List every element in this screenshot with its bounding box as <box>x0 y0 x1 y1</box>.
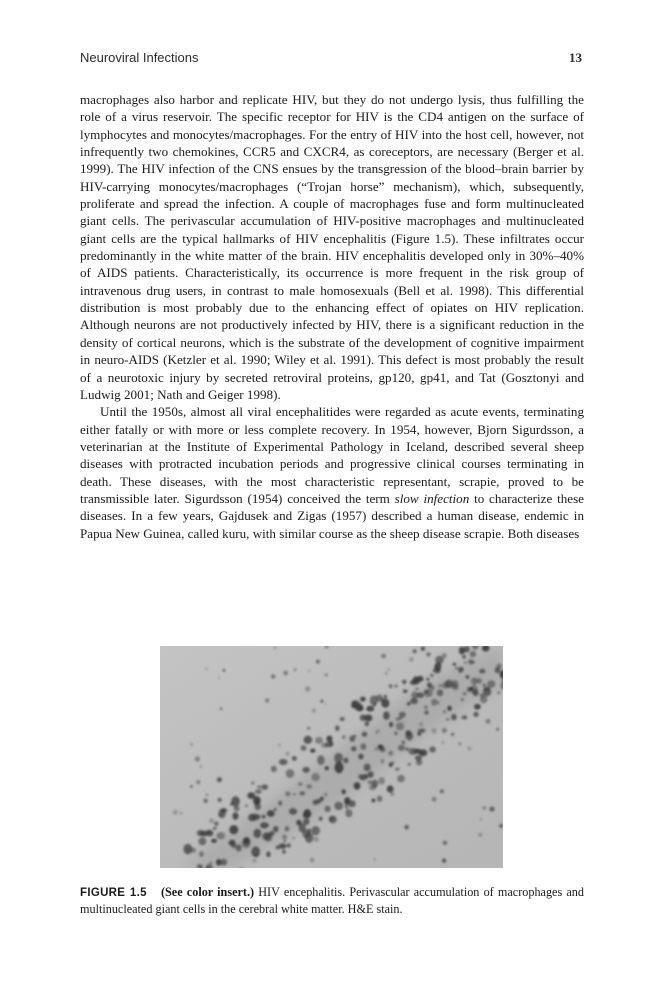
nucleus-mark <box>464 662 467 664</box>
nucleus-mark <box>325 673 328 676</box>
nucleus-mark <box>467 687 472 692</box>
nucleus-mark <box>455 667 458 670</box>
nucleus-mark <box>405 730 411 736</box>
nucleus-mark <box>190 785 193 788</box>
nucleus-mark <box>384 695 388 699</box>
nucleus-mark <box>426 652 430 656</box>
nucleus-mark <box>271 674 275 678</box>
nucleus-mark <box>437 689 444 696</box>
nucleus-mark <box>387 785 394 792</box>
nucleus-mark <box>426 678 429 681</box>
nucleus-mark <box>213 827 216 830</box>
nucleus-mark <box>204 799 208 803</box>
nucleus-mark <box>432 797 437 802</box>
nucleus-mark <box>218 798 222 802</box>
nucleus-mark <box>354 735 357 738</box>
nucleus-mark <box>342 789 346 794</box>
nucleus-mark <box>399 712 406 718</box>
nucleus-mark <box>360 697 366 702</box>
nucleus-mark <box>479 669 485 674</box>
nucleus-mark <box>345 806 348 810</box>
nucleus-mark <box>459 743 461 745</box>
nucleus-mark <box>283 671 288 676</box>
nucleus-mark <box>432 728 437 733</box>
nucleus-mark <box>411 692 418 699</box>
nucleus-mark <box>266 851 270 857</box>
nucleus-mark <box>483 807 486 810</box>
nucleus-mark <box>486 719 491 724</box>
nucleus-mark <box>427 682 432 688</box>
nucleus-mark <box>303 814 307 818</box>
nucleus-mark <box>496 728 499 731</box>
nucleus-mark <box>358 774 364 779</box>
nucleus-mark <box>255 799 260 804</box>
nucleus-mark <box>460 717 462 719</box>
nucleus-mark <box>335 762 344 773</box>
nucleus-mark <box>358 703 362 707</box>
nucleus-mark <box>294 668 297 671</box>
nucleus-mark <box>190 848 196 853</box>
caption-text: HIV encephalitis. Perivascular accumulation of macrophages and multinucleated giant cells in the cerebral white matter. H&E stain. <box>80 885 584 916</box>
nucleus-mark <box>462 715 467 719</box>
nucleus-mark <box>319 817 323 821</box>
nucleus-mark <box>316 660 320 664</box>
nucleus-mark <box>372 780 379 788</box>
nucleus-mark <box>404 825 409 830</box>
nucleus-mark <box>311 826 320 835</box>
nucleus-mark <box>255 803 262 810</box>
nucleus-mark <box>402 680 406 685</box>
nucleus-mark <box>407 763 411 766</box>
nucleus-mark <box>283 840 286 842</box>
nucleus-mark <box>317 755 325 765</box>
running-header <box>80 50 582 70</box>
nucleus-mark <box>214 821 218 826</box>
nucleus-mark <box>345 809 352 817</box>
nucleus-mark <box>489 807 494 812</box>
nucleus-mark <box>209 819 214 824</box>
nucleus-mark <box>366 706 374 712</box>
nucleus-mark <box>335 725 340 731</box>
nucleus-mark <box>276 845 280 849</box>
nucleus-mark <box>311 773 320 781</box>
nucleus-mark <box>329 816 335 821</box>
nucleus-mark <box>315 737 323 744</box>
nucleus-mark <box>200 766 202 768</box>
nucleus-mark <box>389 684 393 688</box>
nucleus-mark <box>292 837 294 839</box>
nucleus-mark <box>305 686 310 691</box>
nucleus-mark <box>438 684 441 687</box>
nucleus-mark <box>437 701 440 704</box>
color-insert-note: (See color insert.) <box>160 885 255 899</box>
nucleus-mark <box>265 833 273 842</box>
nucleus-mark <box>483 684 486 687</box>
nucleus-mark <box>398 745 405 751</box>
nucleus-mark <box>374 858 376 860</box>
nucleus-mark <box>431 699 438 706</box>
nucleus-mark <box>443 841 447 845</box>
nucleus-mark <box>479 693 484 697</box>
nucleus-mark <box>325 703 327 705</box>
nucleus-mark <box>343 758 348 764</box>
nucleus-mark <box>362 732 367 737</box>
nucleus-mark <box>470 651 477 658</box>
nucleus-mark <box>308 670 310 672</box>
nucleus-mark <box>293 793 295 795</box>
nucleus-mark <box>173 810 178 815</box>
nucleus-mark <box>375 748 378 751</box>
nucleus-mark <box>419 751 423 755</box>
nucleus-mark <box>278 744 281 747</box>
nucleus-mark <box>487 680 495 688</box>
figure-caption <box>80 884 584 917</box>
nucleus-mark <box>325 766 329 770</box>
nucleus-mark <box>468 747 472 751</box>
nucleus-mark <box>458 667 464 672</box>
nucleus-mark <box>358 754 363 760</box>
nucleus-mark <box>410 698 418 704</box>
nucleus-mark <box>472 661 475 664</box>
nucleus-mark <box>388 668 391 671</box>
nucleus-mark <box>471 678 478 685</box>
nucleus-mark <box>354 782 361 790</box>
nucleus-mark <box>442 728 447 733</box>
nucleus-mark <box>375 731 378 734</box>
nucleus-mark <box>325 806 331 812</box>
nucleus-mark <box>298 782 302 786</box>
nucleus-mark <box>395 768 400 771</box>
nucleus-mark <box>263 784 268 789</box>
nucleus-mark <box>364 715 372 722</box>
nucleus-mark <box>413 649 417 653</box>
micrograph-image <box>160 646 503 868</box>
nucleus-mark <box>373 703 377 707</box>
nucleus-mark <box>385 672 388 675</box>
paragraph-text: Until the 1950s, almost all viral encephalitides were regarded as acute events, terminating either fatally or with more or less complete recovery. In 1954, however, Bjorn Sigurdsson, a veterinarian at the Institute of Experimental Pathology in Iceland, described several sheep diseases with protracted incubation periods and progressive clinical courses terminating in death. These diseases, with the most characteristic representant, scrapie, proved to be transmissible later. Sigurdsson (1954) conceived the term <box>80 404 584 506</box>
nucleus-mark <box>209 862 212 864</box>
nucleus-mark <box>267 810 275 817</box>
nucleus-mark <box>312 709 316 713</box>
nucleus-mark <box>262 815 266 819</box>
nucleus-mark <box>365 722 370 727</box>
nucleus-mark <box>442 741 444 743</box>
nucleus-mark <box>390 761 394 765</box>
nucleus-mark <box>360 743 366 749</box>
nucleus-mark <box>403 690 408 693</box>
nucleus-mark <box>424 710 428 714</box>
nucleus-mark <box>410 680 417 685</box>
nucleus-mark <box>421 647 426 652</box>
nucleus-mark <box>296 820 301 826</box>
nucleus-mark <box>345 801 348 805</box>
nucleus-mark <box>199 851 204 857</box>
nucleus-mark <box>396 717 400 721</box>
nucleus-mark <box>253 829 261 838</box>
nucleus-mark <box>273 826 278 832</box>
nucleus-mark <box>302 767 309 773</box>
nucleus-mark <box>218 677 220 679</box>
paragraph-text: macrophages also harbor and replicate HIV, but they do not undergo lysis, thus fulfilling the role of a virus reservoir. The specific receptor for HIV is the CD4 antigen on the surface of lymphocytes and monocytes/macrophages. For the entry of HIV into the host cell, however, not infrequently two chemokines, CCR5 and CXCR4, as coreceptors, are necessary (Berger et al. 1999). The HIV infection of the CNS ensues by the transgression of the blood–brain barrier by HIV-carrying monocytes/macrophages (“Trojan horse” mechanism), which, subsequently, proliferate and spread the infection. A couple of macrophages fuse and form multinucleated giant cells. The perivascular accumulation of HIV-positive macrophages and multinucleated giant cells are the typical hallmarks of HIV encephalitis (Figure 1.5). These infiltrates occur predominantly in the white matter of the brain. HIV encephalitis developed only in 30%–40% of AIDS patients. Characteristically, its occurrence is more frequent in the risk group of intravenous drug users, in contrast to male homosexuals (Bell et al. 1998). This differential distribution is most probably due to the enhancing effect of opiates on HIV replication. Although neurons are not productively infected by HIV, there is a significant reduction in the density of cortical neurons, which is the substrate of the development of cognitive impairment in neuro-AIDS (Ketzler et al. 1990; Wiley et al. 1991). This defect is most probably the result of a neurotoxic injury by secreted retroviral proteins, gp120, gp41, and Tat (Gosztonyi and Ludwig 2001; Nath and Geiger 1998). <box>80 92 584 402</box>
paragraph-text: to characterize these diseases. In a few years, Gajdusek and Zigas (1957) described a human disease, endemic in Papua New Guinea, called kuru, with similar course as the sheep disease scrapie. Both diseases <box>80 490 584 541</box>
nucleus-mark <box>196 780 200 784</box>
nucleus-mark <box>247 792 255 799</box>
nucleus-mark <box>497 691 500 694</box>
nucleus-mark <box>446 718 449 721</box>
nucleus-mark <box>390 792 393 795</box>
paragraph-1 <box>80 91 584 403</box>
nucleus-mark <box>396 722 404 730</box>
nucleus-mark <box>329 741 334 747</box>
nucleus-mark <box>429 746 436 752</box>
figure-label: FIGURE 1.5 <box>80 887 147 899</box>
nucleus-mark <box>447 706 451 711</box>
nucleus-mark <box>279 843 287 849</box>
nucleus-mark <box>402 740 405 744</box>
nucleus-mark <box>251 846 260 857</box>
nucleus-mark <box>218 814 221 817</box>
nucleus-mark <box>200 830 202 832</box>
nucleus-mark <box>473 712 478 717</box>
nucleus-mark <box>418 729 423 733</box>
nucleus-mark <box>388 751 393 756</box>
nucleus-mark <box>216 859 222 866</box>
nucleus-mark <box>430 674 434 677</box>
nucleus-mark <box>443 710 446 713</box>
nucleus-mark <box>229 825 238 834</box>
nucleus-mark <box>389 722 393 727</box>
nucleus-mark <box>378 745 384 749</box>
nucleus-mark <box>285 826 290 831</box>
nucleus-mark <box>419 722 423 726</box>
nucleus-mark <box>274 808 277 812</box>
nucleus-mark <box>415 688 419 691</box>
nucleus-mark <box>395 732 398 735</box>
nucleus-mark <box>351 746 356 751</box>
nucleus-mark <box>180 812 182 814</box>
nucleus-mark <box>279 759 288 765</box>
nucleus-mark <box>381 654 386 659</box>
nucleus-mark <box>377 796 383 802</box>
nucleus-mark <box>404 721 406 723</box>
nucleus-mark <box>220 708 223 711</box>
nucleus-mark <box>364 764 371 772</box>
nucleus-mark <box>195 756 200 761</box>
nucleus-mark <box>242 838 251 848</box>
nucleus-mark <box>466 675 470 679</box>
nucleus-mark <box>435 656 444 664</box>
nucleus-mark <box>190 743 193 746</box>
nucleus-mark <box>340 717 345 721</box>
nucleus-mark <box>496 664 502 670</box>
nucleus-mark <box>301 745 307 751</box>
nucleus-mark <box>211 839 217 843</box>
paragraph-2 <box>80 403 584 542</box>
nucleus-mark <box>302 829 310 838</box>
nucleus-mark <box>342 735 346 739</box>
nucleus-mark <box>236 844 242 851</box>
nucleus-mark <box>478 833 482 837</box>
nucleus-mark <box>381 759 384 763</box>
nucleus-mark <box>459 647 465 655</box>
nucleus-mark <box>451 733 454 736</box>
nucleus-mark <box>383 711 390 720</box>
nucleus-mark <box>442 859 446 863</box>
nucleus-mark <box>320 797 324 801</box>
page-number: 13 <box>569 50 582 65</box>
nucleus-mark <box>440 789 444 793</box>
nucleus-mark <box>372 799 376 803</box>
nucleus-mark <box>274 647 276 649</box>
nucleus-mark <box>306 784 312 788</box>
nucleus-mark <box>286 752 290 756</box>
nucleus-mark <box>406 747 409 750</box>
nucleus-mark <box>229 841 235 846</box>
nucleus-mark <box>267 824 269 826</box>
nucleus-mark <box>364 774 369 779</box>
nucleus-mark <box>234 806 240 812</box>
nucleus-mark <box>407 702 410 706</box>
nucleus-mark <box>480 818 482 820</box>
nucleus-mark <box>462 655 466 659</box>
nucleus-mark <box>310 749 315 753</box>
nucleus-mark <box>424 690 429 694</box>
nucleus-mark <box>395 684 398 687</box>
nucleus-mark <box>368 771 374 778</box>
nucleus-mark <box>286 837 288 839</box>
nucleus-mark <box>451 714 457 720</box>
nucleus-mark <box>416 759 422 765</box>
nucleus-mark <box>217 777 222 782</box>
nucleus-mark <box>307 727 310 730</box>
nucleus-mark <box>245 804 248 807</box>
nucleus-mark <box>378 777 385 784</box>
nucleus-mark <box>424 705 428 709</box>
nucleus-mark <box>409 657 414 662</box>
nucleus-mark <box>223 669 226 672</box>
nucleus-mark <box>299 791 305 795</box>
nucleus-mark <box>198 837 206 845</box>
emphasis-term: slow infection <box>394 490 470 506</box>
nucleus-mark <box>310 858 314 862</box>
nucleus-mark <box>452 680 459 687</box>
nucleus-mark <box>289 808 297 815</box>
nucleus-mark <box>255 815 261 820</box>
body-text <box>80 91 584 542</box>
nucleus-mark <box>320 700 323 703</box>
nucleus-mark <box>484 687 491 692</box>
nucleus-mark <box>314 837 319 842</box>
nucleus-mark <box>463 692 467 695</box>
nucleus-mark <box>265 698 269 702</box>
nucleus-mark <box>292 756 297 761</box>
nucleus-mark <box>205 668 207 670</box>
nucleus-mark <box>255 789 262 794</box>
nucleus-mark <box>321 743 328 748</box>
nucleus-mark <box>334 802 343 811</box>
nucleus-mark <box>334 753 343 763</box>
nucleus-mark <box>285 791 290 796</box>
nucleus-mark <box>286 769 295 778</box>
nucleus-mark <box>367 780 372 784</box>
nucleus-mark <box>278 801 282 806</box>
nucleus-mark <box>397 775 405 782</box>
figure-micrograph <box>160 646 503 868</box>
nucleus-mark <box>442 682 450 688</box>
nucleus-mark <box>205 830 209 834</box>
nucleus-mark <box>304 736 313 744</box>
nucleus-mark <box>271 766 277 772</box>
nucleus-mark <box>216 832 225 839</box>
nucleus-mark <box>232 812 238 820</box>
nucleus-mark <box>231 796 240 806</box>
nucleus-mark <box>324 793 327 796</box>
nucleus-mark <box>453 663 456 666</box>
nucleus-mark <box>287 843 291 847</box>
nucleus-mark <box>257 785 261 788</box>
nucleus-mark <box>474 704 481 710</box>
nucleus-mark <box>461 698 464 701</box>
nucleus-mark <box>206 794 208 796</box>
nucleus-mark <box>282 850 286 854</box>
nucleus-mark <box>252 859 256 863</box>
nucleus-mark <box>251 781 255 785</box>
running-title: Neuroviral Infections <box>80 50 199 65</box>
nucleus-mark <box>409 748 418 755</box>
